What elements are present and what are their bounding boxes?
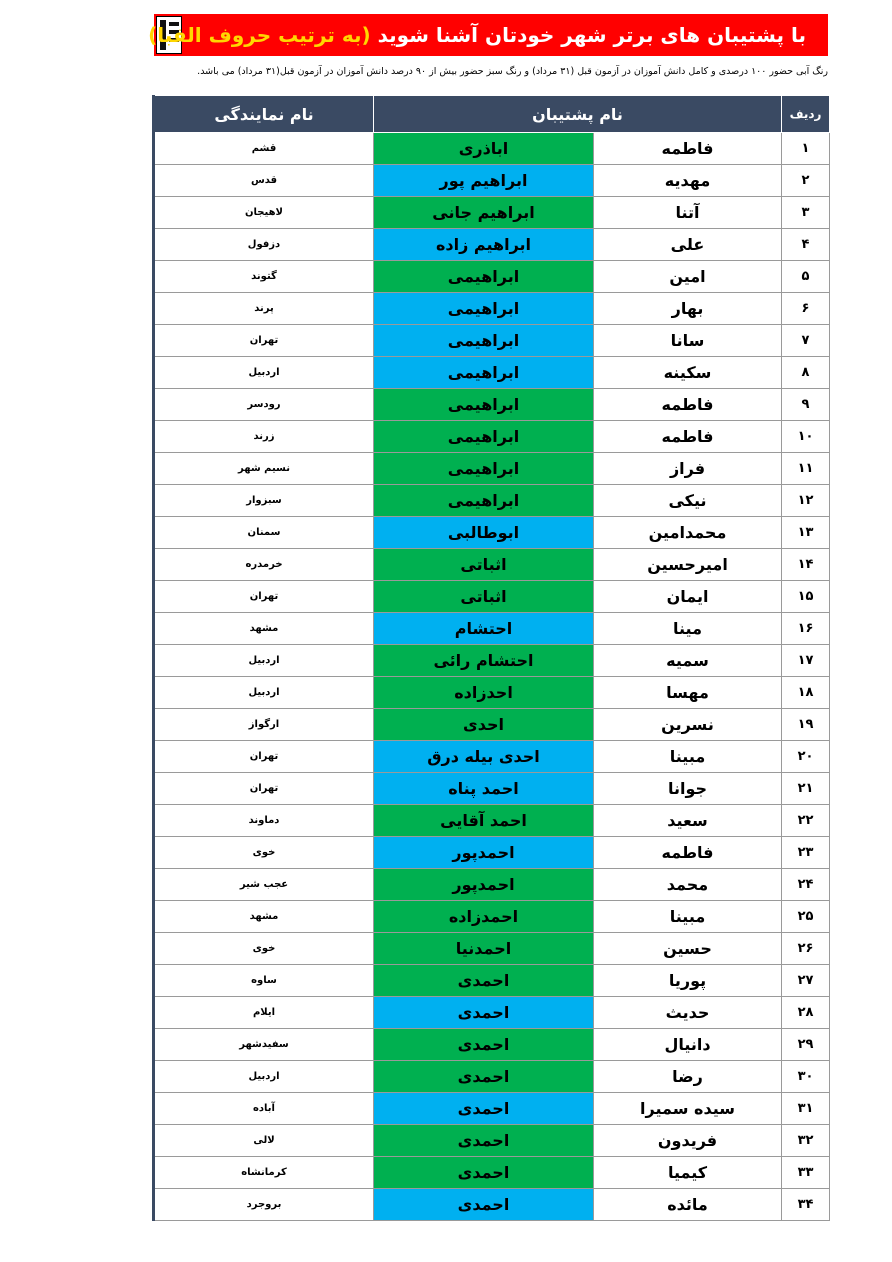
table-row — [154, 741, 830, 773]
last-name-cell: ابراهیم پور — [374, 165, 594, 197]
table-row — [154, 517, 830, 549]
first-name-cell: محمدامین — [594, 517, 782, 549]
representative-cell: گتوند — [154, 261, 374, 293]
table-row — [154, 1093, 830, 1125]
row-number-cell: ۵ — [782, 261, 830, 293]
table-row — [154, 357, 830, 389]
representative-cell: تهران — [154, 581, 374, 613]
last-name-cell: احمدی — [374, 1125, 594, 1157]
row-number-cell: ۱۹ — [782, 709, 830, 741]
table-row — [154, 869, 830, 901]
last-name-cell: احمدی — [374, 1061, 594, 1093]
first-name-cell: فراز — [594, 453, 782, 485]
first-name-cell: امین — [594, 261, 782, 293]
row-number-cell: ۲۸ — [782, 997, 830, 1029]
last-name-cell: احمد پناه — [374, 773, 594, 805]
row-number-cell: ۱۴ — [782, 549, 830, 581]
last-name-cell: احدزاده — [374, 677, 594, 709]
first-name-cell: فاطمه — [594, 421, 782, 453]
table-row — [154, 325, 830, 357]
table-row — [154, 229, 830, 261]
representative-cell: نسیم شهر — [154, 453, 374, 485]
last-name-cell: ابوطالبی — [374, 517, 594, 549]
row-number-cell: ۳۳ — [782, 1157, 830, 1189]
row-number-cell: ۳۴ — [782, 1189, 830, 1221]
representative-cell: تهران — [154, 741, 374, 773]
table-row — [154, 1029, 830, 1061]
representative-cell: مشهد — [154, 901, 374, 933]
first-name-cell: مبینا — [594, 741, 782, 773]
last-name-cell: احمدی — [374, 1093, 594, 1125]
representative-cell: پرند — [154, 293, 374, 325]
row-number-cell: ۳۲ — [782, 1125, 830, 1157]
table-row — [154, 549, 830, 581]
first-name-cell: مهسا — [594, 677, 782, 709]
row-number-cell: ۲۷ — [782, 965, 830, 997]
table-row — [154, 1061, 830, 1093]
first-name-cell: امیرحسین — [594, 549, 782, 581]
representative-cell: اردبیل — [154, 677, 374, 709]
supporters-table — [152, 95, 830, 1221]
row-number-cell: ۱۸ — [782, 677, 830, 709]
representative-cell: ایلام — [154, 997, 374, 1029]
last-name-cell: اثباتی — [374, 581, 594, 613]
page-title — [148, 14, 806, 56]
row-number-cell: ۳ — [782, 197, 830, 229]
last-name-cell: احدی — [374, 709, 594, 741]
table-row — [154, 389, 830, 421]
first-name-cell: حدیث — [594, 997, 782, 1029]
table-row — [154, 645, 830, 677]
first-name-cell: سعید — [594, 805, 782, 837]
first-name-cell: سکینه — [594, 357, 782, 389]
last-name-cell: ابراهیمی — [374, 389, 594, 421]
first-name-cell: دانیال — [594, 1029, 782, 1061]
row-number-cell: ۲۴ — [782, 869, 830, 901]
title-banner — [148, 14, 828, 56]
table-row — [154, 453, 830, 485]
last-name-cell: احمد آقایی — [374, 805, 594, 837]
last-name-cell: احتشام — [374, 613, 594, 645]
last-name-cell: احمدزاده — [374, 901, 594, 933]
row-number-cell: ۹ — [782, 389, 830, 421]
first-name-cell: مینا — [594, 613, 782, 645]
row-number-cell: ۶ — [782, 293, 830, 325]
representative-cell: دماوند — [154, 805, 374, 837]
row-number-cell: ۲ — [782, 165, 830, 197]
representative-cell: بروجرد — [154, 1189, 374, 1221]
row-number-cell: ۱ — [782, 133, 830, 165]
representative-cell: قدس — [154, 165, 374, 197]
last-name-cell: ابراهیمی — [374, 325, 594, 357]
column-header-representative: نام نمایندگی — [154, 96, 374, 133]
row-number-cell: ۸ — [782, 357, 830, 389]
table-row — [154, 261, 830, 293]
representative-cell: تهران — [154, 325, 374, 357]
first-name-cell: فریدون — [594, 1125, 782, 1157]
row-number-cell: ۲۰ — [782, 741, 830, 773]
table-row — [154, 485, 830, 517]
row-number-cell: ۷ — [782, 325, 830, 357]
last-name-cell: احمدی — [374, 1029, 594, 1061]
first-name-cell: رضا — [594, 1061, 782, 1093]
representative-cell: اردبیل — [154, 1061, 374, 1093]
representative-cell: آباده — [154, 1093, 374, 1125]
last-name-cell: ابراهیمی — [374, 357, 594, 389]
row-number-cell: ۳۱ — [782, 1093, 830, 1125]
first-name-cell: جوانا — [594, 773, 782, 805]
row-number-cell: ۲۳ — [782, 837, 830, 869]
last-name-cell: احمدپور — [374, 869, 594, 901]
table-row — [154, 197, 830, 229]
row-number-cell: ۱۶ — [782, 613, 830, 645]
last-name-cell: احتشام رائی — [374, 645, 594, 677]
last-name-cell: ابراهیم زاده — [374, 229, 594, 261]
color-legend-note: رنگ آبی حضور ۱۰۰ درصدی و کامل دانش آموزان در آزمون قبل (۳۱ مرداد) و رنگ سبز حضور بیش از ۹۰ درصد دانش آموزان در آزمون قبل(۳۱ مرداد) می باشد. — [197, 66, 828, 77]
row-number-cell: ۱۱ — [782, 453, 830, 485]
representative-cell: لالی — [154, 1125, 374, 1157]
last-name-cell: ابراهیمی — [374, 293, 594, 325]
table-row — [154, 997, 830, 1029]
table-row — [154, 1189, 830, 1221]
last-name-cell: ابراهیمی — [374, 421, 594, 453]
table-row — [154, 421, 830, 453]
first-name-cell: مائده — [594, 1189, 782, 1221]
representative-cell: تهران — [154, 773, 374, 805]
representative-cell: لاهیجان — [154, 197, 374, 229]
first-name-cell: پوریا — [594, 965, 782, 997]
row-number-cell: ۱۲ — [782, 485, 830, 517]
table-row — [154, 581, 830, 613]
first-name-cell: محمد — [594, 869, 782, 901]
last-name-cell: احمدی — [374, 965, 594, 997]
table-header-row — [154, 96, 830, 133]
page-title-highlight: (به ترتیب حروف الفبا) — [148, 23, 371, 47]
representative-cell: ساوه — [154, 965, 374, 997]
table-row — [154, 901, 830, 933]
row-number-cell: ۲۶ — [782, 933, 830, 965]
first-name-cell: حسین — [594, 933, 782, 965]
first-name-cell: ایمان — [594, 581, 782, 613]
first-name-cell: فاطمه — [594, 389, 782, 421]
representative-cell: عجب شیر — [154, 869, 374, 901]
representative-cell: کرمانشاه — [154, 1157, 374, 1189]
row-number-cell: ۱۵ — [782, 581, 830, 613]
representative-cell: مشهد — [154, 613, 374, 645]
last-name-cell: ابراهیمی — [374, 261, 594, 293]
table-row — [154, 677, 830, 709]
last-name-cell: احمدی — [374, 997, 594, 1029]
row-number-cell: ۱۰ — [782, 421, 830, 453]
page-title-main: با پشتیبان های برتر شهر خودتان آشنا شوید — [377, 23, 806, 47]
representative-cell: سمنان — [154, 517, 374, 549]
representative-cell: سبزوار — [154, 485, 374, 517]
representative-cell: رودسر — [154, 389, 374, 421]
representative-cell: اردبیل — [154, 645, 374, 677]
column-header-supporter: نام پشتیبان — [374, 96, 782, 133]
first-name-cell: آتنا — [594, 197, 782, 229]
table-row — [154, 165, 830, 197]
first-name-cell: سیده سمیرا — [594, 1093, 782, 1125]
first-name-cell: بهار — [594, 293, 782, 325]
last-name-cell: ابراهیم جانی — [374, 197, 594, 229]
table-row — [154, 613, 830, 645]
last-name-cell: اباذری — [374, 133, 594, 165]
row-number-cell: ۲۹ — [782, 1029, 830, 1061]
representative-cell: خوی — [154, 933, 374, 965]
first-name-cell: علی — [594, 229, 782, 261]
last-name-cell: احمدی — [374, 1189, 594, 1221]
first-name-cell: سانا — [594, 325, 782, 357]
row-number-cell: ۲۲ — [782, 805, 830, 837]
column-header-row: ردیف — [782, 96, 830, 133]
representative-cell: سفیدشهر — [154, 1029, 374, 1061]
table-row — [154, 1125, 830, 1157]
table-row — [154, 837, 830, 869]
row-number-cell: ۳۰ — [782, 1061, 830, 1093]
representative-cell: خوی — [154, 837, 374, 869]
table-body — [154, 133, 830, 1221]
last-name-cell: احمدپور — [374, 837, 594, 869]
table-row — [154, 709, 830, 741]
representative-cell: زرند — [154, 421, 374, 453]
row-number-cell: ۱۳ — [782, 517, 830, 549]
first-name-cell: فاطمه — [594, 133, 782, 165]
representative-cell: خرمدره — [154, 549, 374, 581]
first-name-cell: مبینا — [594, 901, 782, 933]
first-name-cell: فاطمه — [594, 837, 782, 869]
last-name-cell: احمدنیا — [374, 933, 594, 965]
last-name-cell: احدی بیله درق — [374, 741, 594, 773]
row-number-cell: ۱۷ — [782, 645, 830, 677]
first-name-cell: سمیه — [594, 645, 782, 677]
first-name-cell: نیکی — [594, 485, 782, 517]
representative-cell: دزفول — [154, 229, 374, 261]
row-number-cell: ۲۱ — [782, 773, 830, 805]
last-name-cell: ابراهیمی — [374, 453, 594, 485]
row-number-cell: ۲۵ — [782, 901, 830, 933]
first-name-cell: نسرین — [594, 709, 782, 741]
row-number-cell: ۴ — [782, 229, 830, 261]
table-row — [154, 965, 830, 997]
table-row — [154, 133, 830, 165]
last-name-cell: ابراهیمی — [374, 485, 594, 517]
last-name-cell: اثباتی — [374, 549, 594, 581]
representative-cell: ارگواز — [154, 709, 374, 741]
table-row — [154, 293, 830, 325]
first-name-cell: مهدیه — [594, 165, 782, 197]
representative-cell: قشم — [154, 133, 374, 165]
table-row — [154, 773, 830, 805]
table-row — [154, 805, 830, 837]
last-name-cell: احمدی — [374, 1157, 594, 1189]
table-row — [154, 933, 830, 965]
representative-cell: اردبیل — [154, 357, 374, 389]
first-name-cell: کیمیا — [594, 1157, 782, 1189]
table-row — [154, 1157, 830, 1189]
